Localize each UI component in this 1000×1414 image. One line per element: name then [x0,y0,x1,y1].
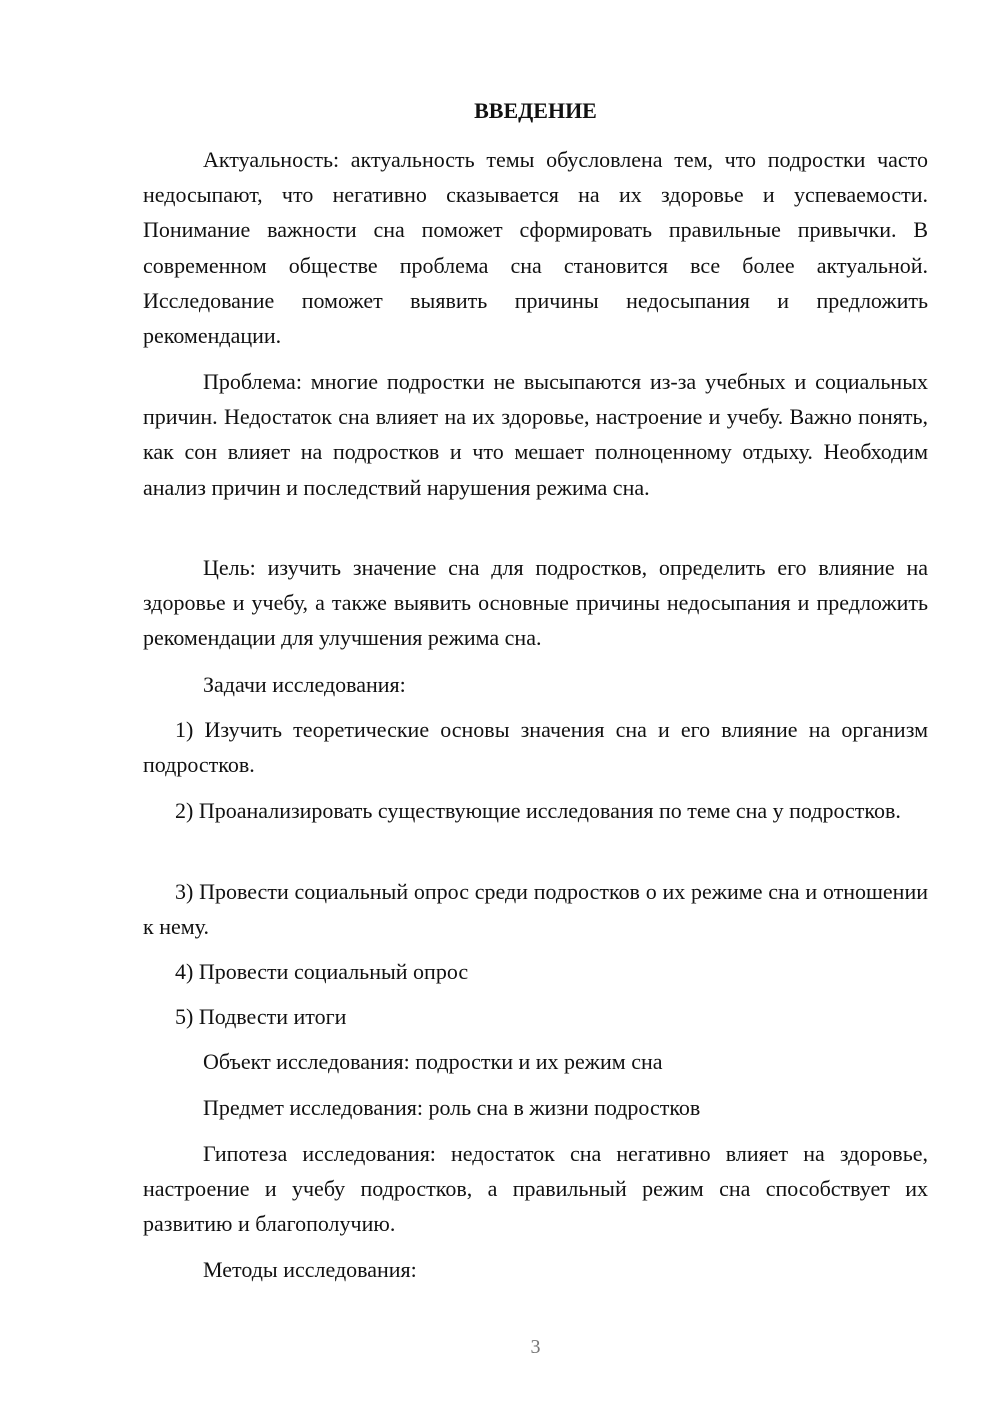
task-item-1: 1) Изучить теоретические основы значения сна и его влияние на организм подростков. [143,717,928,778]
section-heading: ВВЕДЕНИЕ [474,98,597,123]
document-page [143,0,928,1414]
problem-paragraph: Проблема: многие подростки не высыпаются из-за учебных и социальных причин. Недостаток сна влияет на их здоровье, настроение и учебу. Важно понять, как сон влияет на подростков и что мешает полноценному отдыху. Необходим анализ причин и последствий нарушения режима сна. [143,369,928,500]
tasks-heading: Задачи исследования: [203,672,406,697]
research-object: Объект исследования: подростки и их режим сна [203,1049,663,1074]
relevance-paragraph: Актуальность: актуальность темы обусловлена тем, что подростки часто недосыпают, что негативно сказывается на их здоровье и успеваемости. Понимание важности сна поможет сформировать правильные привычки. В современном обществе проблема сна становится все более актуальной. Исследование поможет выявить причины недосыпания и предложить рекомендации. [143,147,928,349]
task-item-2: 2) Проанализировать существующие исследования по теме сна у подростков. [175,798,901,823]
page-number: 3 [530,1336,541,1358]
goal-paragraph: Цель: изучить значение сна для подростков, определить его влияние на здоровье и учебу, а также выявить основные причины недосыпания и предложить рекомендации для улучшения режима сна. [143,555,928,651]
research-hypothesis: Гипотеза исследования: недостаток сна негативно влияет на здоровье, настроение и учебу подростков, а правильный режим сна способствует их развитию и благополучию. [143,1141,928,1237]
task-item-3: 3) Провести социальный опрос среди подростков о их режиме сна и отношении к нему. [143,879,928,940]
task-item-5: 5) Подвести итоги [175,1004,347,1029]
research-subject: Предмет исследования: роль сна в жизни подростков [203,1095,701,1120]
task-item-4: 4) Провести социальный опрос [175,959,469,984]
research-methods: Методы исследования: [203,1257,417,1282]
